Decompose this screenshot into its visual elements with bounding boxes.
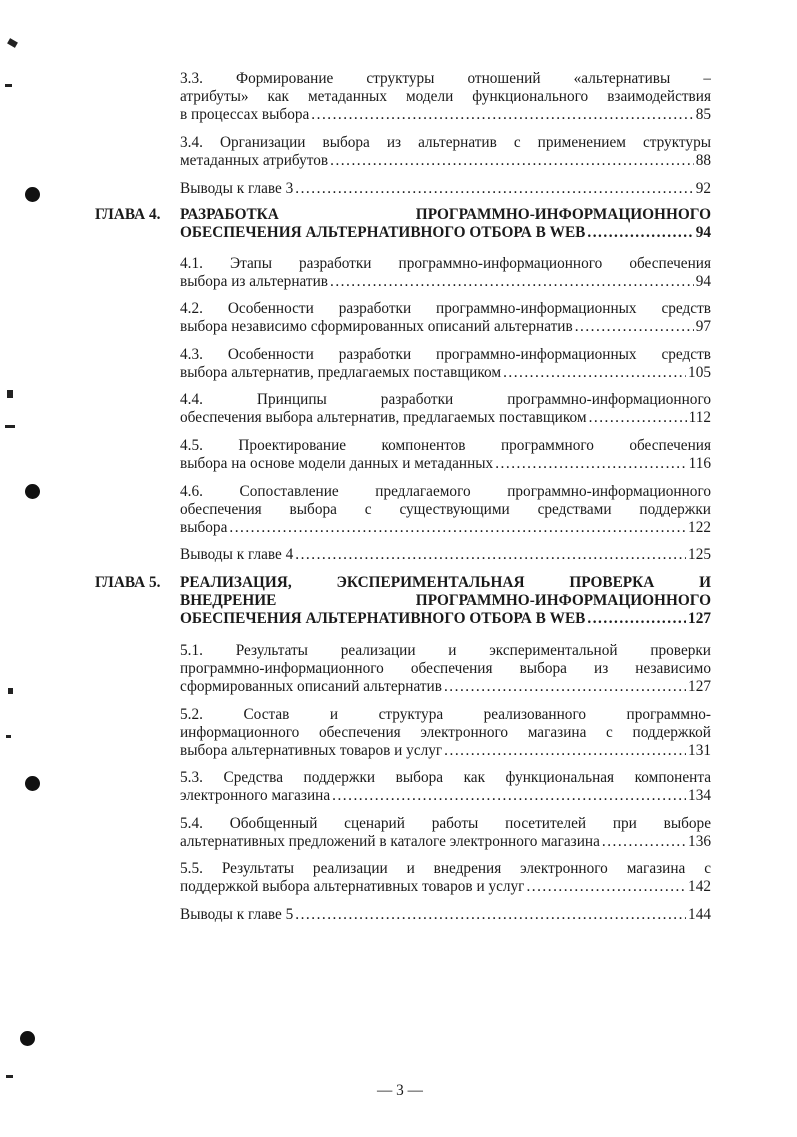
toc-entry-line: 4.1. Этапы разработки программно-информационного обеспечения — [180, 255, 711, 272]
dot-leader — [444, 742, 686, 760]
toc-page-number: 88 — [695, 152, 711, 169]
toc-entry-4-3 — [180, 346, 711, 382]
toc-entry-line: 5.4. Обобщенный сценарий работы посетителей при выборе — [180, 815, 711, 832]
dot-leader — [587, 610, 686, 628]
toc-entry-line: метаданных атрибутов — [180, 152, 329, 169]
toc-conclusions-4 — [180, 546, 711, 564]
toc-entry-5-3 — [180, 769, 711, 805]
dot-leader — [589, 409, 687, 427]
scan-speck — [5, 84, 12, 87]
dot-leader — [295, 906, 686, 924]
toc-entry-line: выбора на основе модели данных и метаданных — [180, 455, 494, 472]
toc-entry-4-2 — [180, 300, 711, 336]
toc-entry-3-4 — [180, 134, 711, 170]
binder-hole-4 — [20, 1031, 35, 1046]
toc-entry-line: поддержкой выбора альтернативных товаров и услуг — [180, 878, 525, 895]
chapter-label: ГЛАВА 5. — [95, 574, 161, 591]
chapter-title-line: РАЗРАБОТКА ПРОГРАММНО-ИНФОРМАЦИОННОГО — [180, 206, 711, 223]
dot-leader — [295, 546, 686, 564]
toc-entry-4-1 — [180, 255, 711, 291]
toc-entry-line: выбора альтернативных товаров и услуг — [180, 742, 443, 759]
dot-leader — [602, 833, 686, 851]
toc-entry-3-3 — [180, 70, 711, 124]
toc-entry-line: обеспечения выбора с существующими средствами поддержки — [180, 501, 711, 518]
binder-hole-1 — [25, 187, 40, 202]
toc-page-number: 116 — [688, 455, 711, 472]
scan-speck — [7, 390, 13, 398]
toc-entry-line: в процессах выбора — [180, 106, 310, 123]
dot-leader — [587, 224, 693, 242]
toc-entry-line: Выводы к главе 4 — [180, 546, 294, 563]
scan-speck — [6, 735, 11, 738]
toc-entry-line: 3.3. Формирование структуры отношений «альтернативы – — [180, 70, 711, 87]
scan-speck — [5, 425, 15, 428]
toc-page-number: 131 — [688, 742, 711, 759]
toc-entry-4-5 — [180, 437, 711, 473]
dot-leader — [503, 364, 686, 382]
toc-entry-line: 3.4. Организации выбора из альтернатив с применением структуры — [180, 134, 711, 151]
toc-page-number: 97 — [695, 318, 711, 335]
toc-entry-line: 4.3. Особенности разработки программно-информационных средств — [180, 346, 711, 363]
toc-page-number: 92 — [695, 180, 711, 197]
toc-page-number: 105 — [688, 364, 711, 381]
dot-leader — [330, 152, 694, 170]
toc-entry-line: Выводы к главе 3 — [180, 180, 294, 197]
toc-entry-line: атрибуты» как метаданных модели функционального взаимодействия — [180, 88, 711, 105]
scan-speck — [7, 38, 18, 48]
toc-page-number: 112 — [688, 409, 711, 426]
toc-entry-line: 4.6. Сопоставление предлагаемого программно-информационного — [180, 483, 711, 500]
binder-hole-2 — [25, 484, 40, 499]
dot-leader — [295, 180, 693, 198]
dot-leader — [332, 787, 686, 805]
toc-entry-line: выбора независимо сформированных описаний альтернатив — [180, 318, 573, 335]
toc-page-number: 127 — [688, 678, 711, 695]
toc-entry-line: информационного обеспечения электронного магазина с поддержкой — [180, 724, 711, 741]
toc-entry-5-2 — [180, 706, 711, 760]
toc-conclusions-3 — [180, 180, 711, 198]
chapter-title-line: ОБЕСПЕЧЕНИЯ АЛЬТЕРНАТИВНОГО ОТБОРА В WEB — [180, 224, 586, 241]
chapter-title-line: РЕАЛИЗАЦИЯ, ЭКСПЕРИМЕНТАЛЬНАЯ ПРОВЕРКА И — [180, 574, 711, 591]
toc-entry-line: обеспечения выбора альтернатив, предлагаемых поставщиком — [180, 409, 587, 426]
dot-leader — [526, 878, 686, 896]
toc-entry-line: 4.5. Проектирование компонентов программного обеспечения — [180, 437, 711, 454]
dot-leader — [575, 318, 694, 336]
dot-leader — [444, 678, 686, 696]
toc-entry-5-5 — [180, 860, 711, 896]
toc-entry-line: 4.2. Особенности разработки программно-информационных средств — [180, 300, 711, 317]
toc-entry-line: 4.4. Принципы разработки программно-информационного — [180, 391, 711, 408]
toc-entry-line: сформированных описаний альтернатив — [180, 678, 442, 695]
toc-entry-4-4 — [180, 391, 711, 427]
scan-speck — [6, 1075, 13, 1078]
dot-leader — [311, 106, 693, 124]
chapter-title-line: ВНЕДРЕНИЕ ПРОГРАММНО-ИНФОРМАЦИОННОГО — [180, 592, 711, 609]
toc-page-number: 94 — [695, 273, 711, 290]
chapter-label: ГЛАВА 4. — [95, 206, 161, 223]
dot-leader — [495, 455, 686, 473]
toc-entry-line: выбора альтернатив, предлагаемых поставщиком — [180, 364, 502, 381]
toc-page-number: 127 — [688, 610, 711, 627]
toc-page-number: 94 — [695, 224, 711, 241]
toc-page-number: 144 — [688, 906, 711, 923]
toc-entry-5-4 — [180, 815, 711, 851]
toc-page-number: 142 — [688, 878, 711, 895]
page-number: — 3 — — [377, 1082, 423, 1099]
scan-speck — [8, 688, 13, 694]
binder-hole-3 — [25, 776, 40, 791]
toc-page-number: 134 — [688, 787, 711, 804]
toc-entry-line: программно-информационного обеспечения выбора из независимо — [180, 660, 711, 677]
toc-page-number: 125 — [688, 546, 711, 563]
dot-leader — [330, 273, 694, 291]
toc-entry-line: альтернативных предложений в каталоге электронного магазина — [180, 833, 600, 850]
toc-entry-line: Выводы к главе 5 — [180, 906, 294, 923]
toc-entry-line: 5.2. Состав и структура реализованного программно- — [180, 706, 711, 723]
toc-entry-5-1 — [180, 642, 711, 696]
toc-entry-4-6 — [180, 483, 711, 537]
toc-conclusions-5 — [180, 906, 711, 924]
toc-entry-line: выбора — [180, 519, 228, 536]
toc-page-number: 136 — [688, 833, 711, 850]
toc-entry-line: 5.3. Средства поддержки выбора как функциональная компонента — [180, 769, 711, 786]
dot-leader — [229, 519, 686, 537]
chapter-title-line: ОБЕСПЕЧЕНИЯ АЛЬТЕРНАТИВНОГО ОТБОРА В WEB — [180, 610, 586, 627]
toc-entry-line: электронного магазина — [180, 787, 331, 804]
toc-entry-line: 5.5. Результаты реализации и внедрения электронного магазина с — [180, 860, 711, 877]
toc-entry-line: выбора из альтернатив — [180, 273, 328, 290]
toc-page-number: 122 — [688, 519, 711, 536]
toc-entry-line: 5.1. Результаты реализации и экспериментальной проверки — [180, 642, 711, 659]
toc-page-number: 85 — [695, 106, 711, 123]
